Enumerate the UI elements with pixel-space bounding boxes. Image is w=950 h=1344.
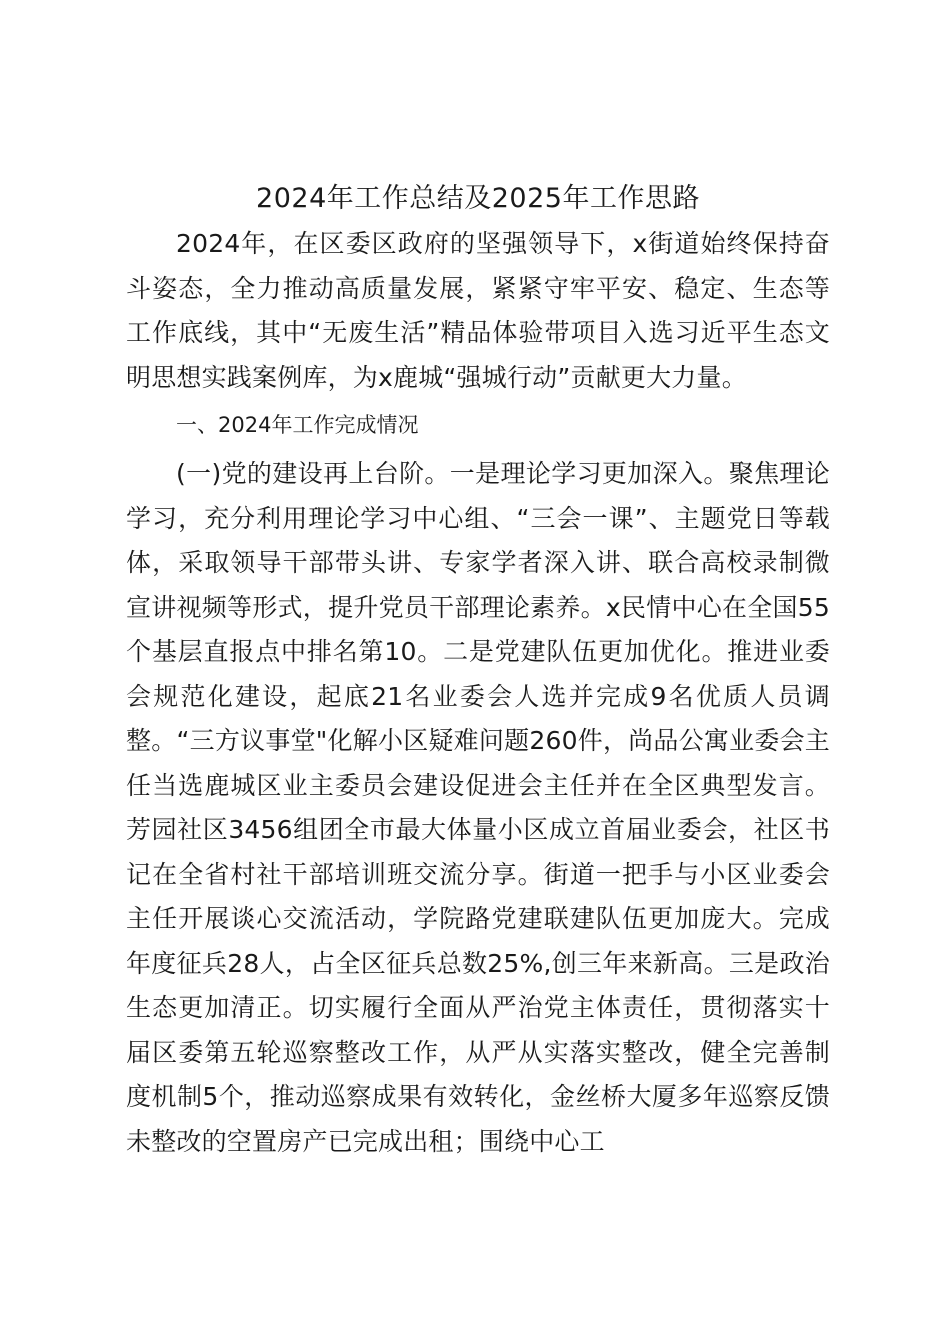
section-heading: 一、2024年工作完成情况 <box>176 413 419 437</box>
document-page <box>126 176 830 1164</box>
section-paragraph: (一)党的建设再上台阶。一是理论学习更加深入。聚焦理论学习，充分利用理论学习中心组、“三会一课”、主题党日等载体，采取领导干部带头讲、专家学者深入讲、联合高校录制微宣讲视频等形式，提升党员干部理论素养。x民情中心在全国55个基层直报点中排名第10。二是党建队伍更加优化。推进业委会规范化建设，起底21名业委会人选并完成9名优质人员调整。“三方议事堂"化解小区疑难问题260件，尚品公寓业委会主任当选鹿城区业主委员会建设促进会主任并在全区典型发言。芳园社区3456组团全市最大体量小区成立首届业委会，社区书记在全省村社干部培训班交流分享。街道一把手与小区业委会主任开展谈心交流活动，学院路党建联建队伍更加庞大。完成年度征兵28人，占全区征兵总数25%,创三年来新高。三是政治生态更加清正。切实履行全面从严治党主体责任，贯彻落实十届区委第五轮巡察整改工作，从严从实落实整改，健全完善制度机制5个，推动巡察成果有效转化，金丝桥大厦多年巡察反馈未整改的空置房产已完成出租；围绕中心工 <box>126 459 830 1156</box>
intro-paragraph: 2024年，在区委区政府的坚强领导下，x街道始终保持奋斗姿态，全力推动高质量发展，紧紧守牢平安、稳定、生态等工作底线，其中“无废生活”精品体验带项目入选习近平生态文明思想实践案例库，为x鹿城“强城行动”贡献更大力量。 <box>126 229 830 392</box>
document-title: 2024年工作总结及2025年工作思路 <box>256 183 700 214</box>
